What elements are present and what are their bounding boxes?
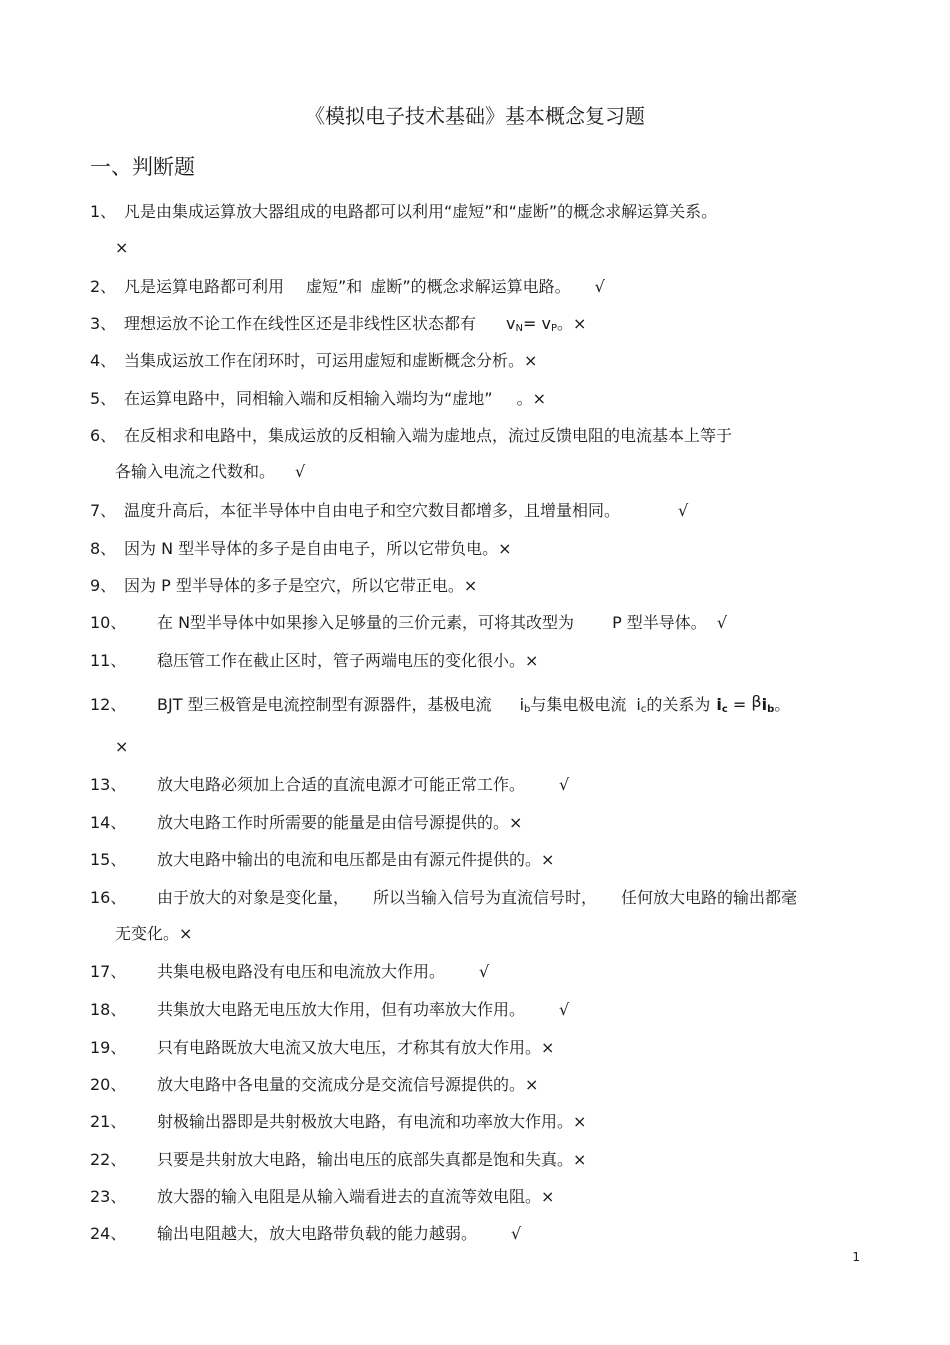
answer-mark: ×: [573, 1150, 587, 1169]
answer-mark: ×: [572, 314, 587, 333]
answer-mark: ×: [541, 1187, 555, 1206]
question-number: 10、: [90, 613, 127, 632]
question-number: 19、: [90, 1038, 127, 1057]
question-text: 理想运放不论工作在线性区还是非线性区状态都有: [124, 314, 477, 333]
question-item: [90, 387, 870, 411]
answer-mark: √: [559, 775, 570, 794]
answer-mark: ×: [573, 1112, 587, 1131]
question-text: BJT 型三极管是电流控制型有源器件，基极电流: [157, 695, 492, 714]
answer-mark-line: [115, 735, 128, 759]
question-item: [90, 499, 870, 523]
question-text: P 型半导体。: [612, 613, 707, 632]
math-symbol: i: [519, 695, 525, 714]
answer-mark: √: [716, 613, 728, 632]
math-symbol: i: [716, 695, 722, 714]
question-text: 在运算电路中，同相输入端和反相输入端均为“虚地”: [124, 389, 493, 408]
question-text: 共集放大电路无电压放大作用，但有功率放大作用。: [157, 1000, 526, 1019]
question-text: 射极输出器即是共射极放大电路，有电流和功率放大作用。: [157, 1112, 574, 1131]
question-item: [90, 960, 870, 984]
math-subscript: b: [767, 704, 775, 715]
question-number: 23、: [90, 1187, 127, 1206]
beta-symbol: β: [751, 692, 762, 711]
answer-mark: √: [594, 277, 605, 296]
punctuation: 。: [516, 389, 533, 408]
question-number: 4、: [90, 351, 117, 370]
question-item: [90, 349, 870, 373]
question-continuation: [115, 460, 305, 484]
question-number: 12、: [90, 695, 127, 714]
question-item: [90, 848, 870, 872]
question-item: [90, 1185, 870, 1209]
question-number: 13、: [90, 775, 127, 794]
answer-mark: ×: [524, 351, 538, 370]
math-symbol: = v: [522, 314, 551, 333]
question-text: 稳压管工作在截止区时，管子两端电压的变化很小。: [157, 651, 526, 670]
math-subscript: N: [515, 323, 523, 334]
math-symbol: i: [761, 695, 768, 714]
question-item: [90, 886, 870, 910]
question-text: 虚短”和: [306, 277, 363, 296]
answer-mark: ×: [463, 576, 478, 595]
answer-mark: ×: [525, 1075, 539, 1094]
question-number: 15、: [90, 850, 127, 869]
question-item: [90, 773, 870, 797]
question-text: 放大电路工作时所需要的能量是由信号源提供的。: [157, 813, 510, 832]
question-text: 放大电路必须加上合适的直流电源才可能正常工作。: [157, 775, 526, 794]
question-item: [90, 424, 870, 448]
math-subscript: c: [721, 704, 728, 715]
question-item: [90, 811, 870, 835]
question-number: 7、: [90, 501, 117, 520]
question-number: 1、: [90, 202, 117, 221]
question-item: [90, 649, 870, 673]
question-number: 2、: [90, 277, 117, 296]
question-number: 3、: [90, 314, 117, 333]
answer-mark: √: [559, 1000, 570, 1019]
question-text: 无变化。: [115, 924, 180, 943]
question-item: [90, 611, 870, 635]
question-number: 8、: [90, 539, 117, 558]
question-number: 22、: [90, 1150, 127, 1169]
question-text: 虚断”的概念求解运算电路。: [370, 277, 571, 296]
question-item: [90, 1036, 870, 1060]
math-symbol: v: [506, 314, 516, 333]
question-text: 任何放大电路的输出都毫: [621, 888, 798, 907]
question-text: 因为 N 型半导体的多子是自由电子，所以它带负电。: [124, 539, 499, 558]
answer-mark: ×: [115, 737, 129, 756]
punctuation: 。: [774, 695, 791, 714]
section-heading: 一、判断题: [90, 155, 195, 179]
math-subscript: c: [640, 704, 647, 715]
question-number: 21、: [90, 1112, 127, 1131]
answer-mark: ×: [509, 813, 523, 832]
question-number: 17、: [90, 962, 127, 981]
question-text: 所以当输入信号为直流信号时，: [373, 888, 598, 907]
punctuation: 。: [556, 314, 573, 333]
question-text: 与集电极电流: [530, 695, 627, 714]
question-text: 在反相求和电路中，集成运放的反相输入端为虚地点，流过反馈电阻的电流基本上等于: [124, 426, 733, 445]
question-text: 的关系为: [646, 695, 711, 714]
question-text: 在 N型半导体中如果掺入足够量的三价元素，可将其改型为: [157, 613, 575, 632]
answer-mark-line: [115, 236, 128, 260]
question-text: 只要是共射放大电路，输出电压的底部失真都是饱和失真。: [157, 1150, 574, 1169]
answer-mark: √: [678, 501, 689, 520]
question-number: 11、: [90, 651, 127, 670]
question-text: 因为 P 型半导体的多子是空穴，所以它带正电。: [124, 576, 464, 595]
answer-mark: √: [479, 962, 490, 981]
question-text: 放大电路中输出的电流和电压都是由有源元件提供的。: [157, 850, 542, 869]
question-text: 由于放大的对象是变化量，: [157, 888, 350, 907]
question-number: 6、: [90, 426, 117, 445]
question-text: 温度升高后，本征半导体中自由电子和空穴数目都增多，且增量相同。: [124, 501, 621, 520]
question-number: 20、: [90, 1075, 127, 1094]
answer-mark: ×: [498, 539, 512, 558]
question-number: 9、: [90, 576, 117, 595]
question-item: [90, 690, 870, 722]
question-continuation: [115, 922, 192, 946]
answer-mark: ×: [525, 651, 539, 670]
question-number: 16、: [90, 888, 127, 907]
answer-mark: ×: [541, 850, 555, 869]
math-subscript: P: [550, 323, 557, 334]
question-text: 各输入电流之代数和。: [115, 462, 276, 481]
question-text: 凡是运算电路都可利用: [124, 277, 285, 296]
question-text: 放大电路中各电量的交流成分是交流信号源提供的。: [157, 1075, 526, 1094]
math-symbol: =: [727, 695, 752, 714]
math-subscript: b: [524, 704, 531, 715]
question-number: 14、: [90, 813, 127, 832]
question-item: [90, 574, 870, 598]
question-item: [90, 1148, 870, 1172]
question-item: [90, 200, 870, 224]
question-item: [90, 1222, 870, 1246]
document-title: 《模拟电子技术基础》基本概念复习题: [305, 104, 645, 128]
answer-mark: √: [511, 1224, 522, 1243]
question-text: 凡是由集成运算放大器组成的电路都可以利用“虚短”和“虚断”的概念求解运算关系。: [124, 202, 718, 221]
question-text: 共集电极电路没有电压和电流放大作用。: [157, 962, 446, 981]
question-text: 放大器的输入电阻是从输入端看进去的直流等效电阻。: [157, 1187, 542, 1206]
question-item: [90, 998, 870, 1022]
question-number: 5、: [90, 389, 117, 408]
question-item: [90, 537, 870, 561]
question-number: 24、: [90, 1224, 127, 1243]
answer-mark: ×: [541, 1038, 555, 1057]
question-text: 当集成运放工作在闭环时，可运用虚短和虚断概念分析。: [124, 351, 525, 370]
question-item: [90, 1110, 870, 1134]
page-number: 1: [852, 1250, 860, 1264]
answer-mark: ×: [532, 389, 547, 408]
question-item: [90, 275, 870, 299]
question-item: [90, 1073, 870, 1097]
answer-mark: √: [295, 462, 306, 481]
question-number: 18、: [90, 1000, 127, 1019]
question-item: [90, 312, 870, 341]
answer-mark: ×: [179, 924, 193, 943]
math-symbol: i: [636, 695, 641, 714]
answer-mark: ×: [115, 238, 129, 257]
question-text: 只有电路既放大电流又放大电压，才称其有放大作用。: [157, 1038, 542, 1057]
question-text: 输出电阻越大，放大电路带负载的能力越弱。: [157, 1224, 478, 1243]
